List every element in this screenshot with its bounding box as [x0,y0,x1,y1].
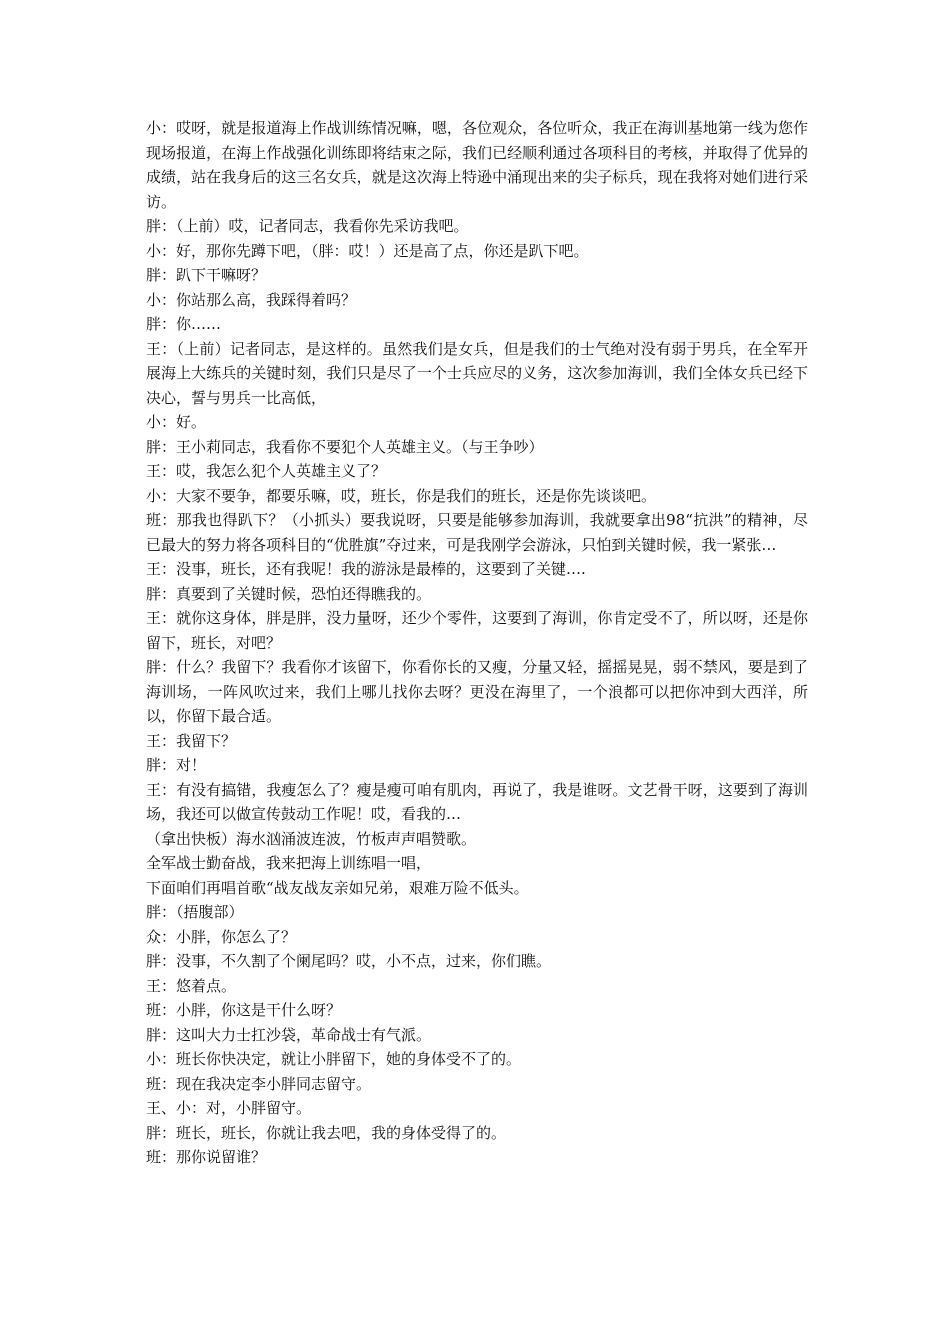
dialogue-line: 小：大家不要争，都要乐嘛，哎，班长，你是我们的班长，还是你先谈谈吧。 [146,486,657,505]
dialogue-line: 班：那我也得趴下？（小抓头）要我说呀，只要是能够参加海训，我就要拿出98“抗洪”的精神，尽已最大的努力将各项科目的“优胜旗”夺过来，可是我刚学会游泳，只怕到关键时候，我一紧张… [146,511,808,554]
dialogue-line: 班：那你说留谁？ [146,1148,267,1166]
dialogue-line: 胖：趴下干嘛呀？ [146,266,267,284]
dialogue-line: 下面咱们再唱首歌“战友战友亲如兄弟，艰难万险不低头。 [146,878,529,897]
dialogue-line: 小：哎呀，就是报道海上作战训练情况嘛，嗯，各位观众，各位听众，我正在海训基地第一线为您作现场报道，在海上作战强化训练即将结束之际，我们已经顺利通过各项科目的考核，并取得了优异的成绩，站在我身后的这三名女兵，就是这次海上特逊中涌现出来的尖子标兵，现在我将对她们进行采访。 [146,119,808,211]
dialogue-line: 王：哎，我怎么犯个人英雄主义了？ [146,462,387,480]
dialogue-line: 胖：什么？我留下？我看你才该留下，你看你长的又瘦，分量又轻，摇摇晃晃，弱不禁风，要是到了海训场，一阵风吹过来，我们上哪儿找你去呀？更没在海里了，一个浪都可以把你冲到大西洋，所以，你留下最合适。 [146,658,808,725]
dialogue-line: 王：我留下？ [146,731,237,750]
dialogue-line: 胖：班长，班长，你就让我去吧，我的身体受得了的。 [146,1123,507,1142]
dialogue-line: 胖：对！ [146,756,207,774]
dialogue-line: 胖：你…… [146,315,222,333]
dialogue-line: 胖：真要到了关键时候，恐怕还得瞧我的。 [146,584,432,603]
dialogue-line: 小：好。 [146,413,207,431]
dialogue-line: 王：没事，班长，还有我呢！我的游泳是最棒的，这要到了关键…. [146,560,586,578]
dialogue-line: 小：好，那你先蹲下吧，（胖：哎！）还是高了点，你还是趴下吧。 [146,241,589,260]
dialogue-line: 王：有没有搞错，我瘦怎么了？瘦是瘦可咱有肌肉，再说了，我是谁呀。文艺骨干呀，这要到了海训场，我还可以做宣传鼓动工作呢！哎，看我的… [146,780,808,823]
dialogue-line: 王、小：对，小胖留守。 [146,1099,312,1117]
dialogue-line: （拿出快板）海水汹涌波连波，竹板声声唱赞歌。 [146,829,477,848]
dialogue-line: 胖：王小莉同志，我看你不要犯个人英雄主义。（与王争吵） [146,437,544,456]
dialogue-line: 胖：（上前）哎，记者同志，我看你先采访我吧。 [146,217,469,235]
dialogue-line: 王：悠着点。 [146,976,237,995]
dialogue-line: 全军战士勤奋战，我来把海上训练唱一唱， [146,854,432,872]
dialogue-line: 王：（上前）记者同志，是这样的。虽然我们是女兵，但是我们的士气绝对没有弱于男兵，在全军开展海上大练兵的关键时刻，我们只是尽了一个士兵应尽的义务，这次参加海训，我们全体女兵已经下决心，誓与男兵一比高低， [146,339,808,407]
dialogue-line: 王：就你这身体，胖是胖，没力量呀，还少个零件，这要到了海训，你肯定受不了，所以呀，还是你留下，班长，对吧？ [146,609,808,652]
dialogue-line: 众：小胖，你怎么了？ [146,927,297,946]
dialogue-line: 胖：这叫大力士扛沙袋，革命战士有气派。 [146,1025,432,1044]
script-body [146,116,808,1170]
dialogue-line: 班：小胖，你这是干什么呀？ [146,1001,342,1019]
dialogue-line: 小：你站那么高，我踩得着吗？ [146,290,357,309]
dialogue-line: 胖：（捂腹部） [146,903,244,921]
dialogue-line: 小：班长你快决定，就让小胖留下，她的身体受不了的。 [146,1050,522,1068]
dialogue-line: 胖：没事，不久割了个阑尾吗？哎，小不点，过来，你们瞧。 [146,952,552,970]
dialogue-line: 班：现在我决定李小胖同志留守。 [146,1074,372,1093]
